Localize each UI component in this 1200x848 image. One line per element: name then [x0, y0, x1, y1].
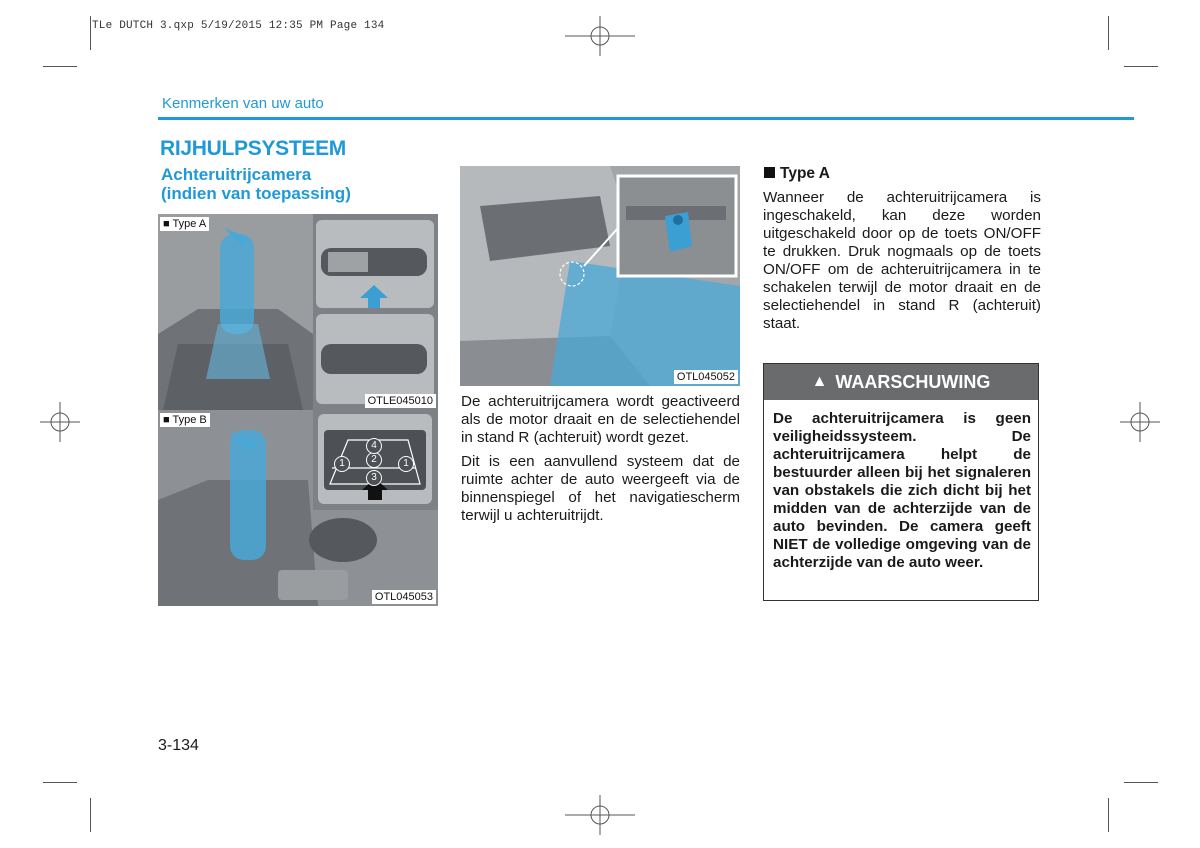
- figure-type-b: [158, 410, 438, 606]
- warning-header: [764, 364, 1038, 400]
- header-rule: [158, 117, 1134, 120]
- figure-b-label: ■ Type B: [160, 413, 210, 427]
- warning-text: De achteruitrijcamera is geen veiligheidssysteem. De achteruitrijcamera helpt de bestuurder alleen bij het signaleren van obstakels die zich dicht bij het midden van de achterzijde van de auto bevinden. De camera geeft NIET de volledige omgeving van de achterzijde van de auto weer.: [773, 410, 1031, 571]
- registration-mark-top: [565, 16, 635, 56]
- section-subtitle: [161, 165, 351, 203]
- figure-rear-camera: [460, 166, 740, 386]
- subtitle-line-1: Achteruitrijcamera: [161, 165, 312, 184]
- registration-mark-left: [40, 402, 80, 442]
- middle-paragraph-2: Dit is een aanvullend systeem dat de ruimte achter de auto weergeeft via de binnenspiegel of het navigatiescherm terwijl u achteruitrijdt.: [461, 453, 740, 524]
- figure-a-label: ■ Type A: [160, 217, 209, 231]
- registration-mark-bottom: [565, 795, 635, 835]
- subtitle-line-2: (indien van toepassing): [161, 184, 351, 203]
- middle-paragraph-1: De achteruitrijcamera wordt geactiveerd als de motor draait en de selectiehendel in stand R (achteruit) wordt gezet.: [461, 393, 740, 446]
- bullet-square-icon: [764, 167, 775, 178]
- warning-title: WAARSCHUWING: [835, 371, 991, 392]
- registration-mark-right: [1120, 402, 1160, 442]
- rear-car-illustration: [460, 166, 740, 386]
- middle-body-text: [461, 393, 740, 531]
- type-a-body-text: Wanneer de achteruitrijcamera is ingeschakeld, kan deze worden uitgeschakeld door op de toets ON/OFF te drukken. Druk nogmaals op de toets ON/OFF om de achteruitrijcamera in te schakelen terwijl de motor draait en de selectiehendel in stand R (achteruit) staat.: [763, 189, 1041, 332]
- warning-box: [763, 363, 1039, 601]
- section-header: Kenmerken van uw auto: [162, 95, 324, 112]
- gear-shift-illustration-b: [158, 410, 438, 606]
- gear-shift-illustration-a: [158, 214, 438, 410]
- marker-4: 4: [366, 438, 382, 454]
- page-title: RIJHULPSYSTEEM: [160, 137, 346, 160]
- marker-3: 3: [366, 470, 382, 486]
- figure-b-code: OTL045053: [372, 590, 436, 604]
- type-a-heading: Type A: [764, 165, 830, 183]
- printer-slug: TLe DUTCH 3.qxp 5/19/2015 12:35 PM Page 134: [92, 20, 385, 32]
- gear-lever-highlight: [220, 234, 254, 334]
- marker-2: 2: [366, 452, 382, 468]
- figure-rear-code: OTL045052: [674, 370, 738, 384]
- figure-type-a: [158, 214, 438, 410]
- warning-triangle-icon: ▲: [811, 373, 828, 390]
- figure-a-code: OTLE045010: [365, 394, 436, 408]
- page-number: 3-134: [158, 737, 199, 754]
- marker-1-left: 1: [334, 456, 350, 472]
- marker-1-right: 1: [398, 456, 414, 472]
